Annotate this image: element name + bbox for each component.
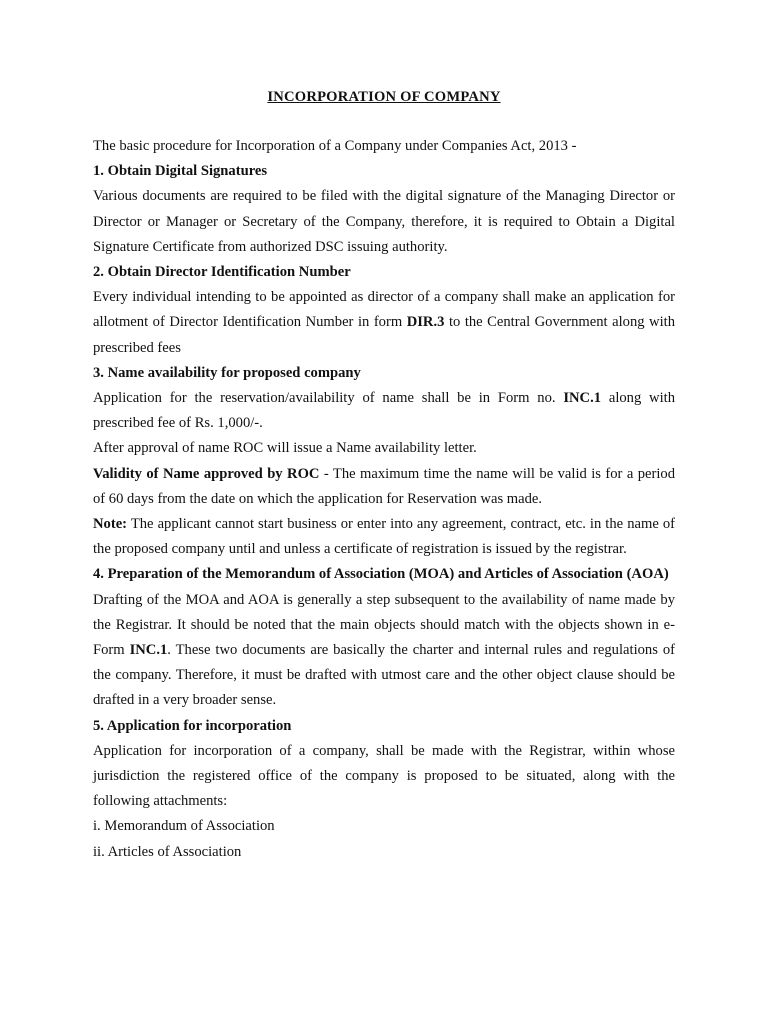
section-3-paragraph-3 bbox=[93, 462, 675, 512]
note-text: The applicant cannot start business or enter into any agreement, contract, etc. in the name of the proposed company until and unless a certificate of registration is issued by the registrar. bbox=[93, 516, 675, 558]
validity-text: - The maximum time the name will be valid is for a period of 60 days from the date on which the application for Reservation was made. bbox=[93, 465, 676, 507]
section-2-body-text-end: to the Central Government along with prescribed fees bbox=[93, 314, 676, 356]
section-4-body-text: Drafting of the MOA and AOA is generally a step subsequent to the availability of name made by the Registrar. It should be noted that the main objects should match with the objects shown in e-Form bbox=[93, 591, 675, 659]
validity-label: Validity of Name approved by ROC bbox=[93, 465, 320, 482]
section-3-paragraph-4 bbox=[93, 512, 675, 562]
form-inc1-ref: INC.1 bbox=[563, 390, 602, 407]
section-1-heading: 1. Obtain Digital Signatures bbox=[93, 163, 268, 180]
section-3-paragraph-1 bbox=[93, 386, 675, 436]
section-3-paragraph-2: After approval of name ROC will issue a Name availability letter. bbox=[93, 440, 477, 457]
section-5-heading: 5. Application for incorporation bbox=[93, 717, 292, 734]
section-1-body: Various documents are required to be filed with the digital signature of the Managing Director or Director or Manager or Secretary of the Company, therefore, it is required to Obtain a Digital Signature Certificate from authorized DSC issuing authority. bbox=[93, 188, 675, 255]
section-4-body bbox=[93, 588, 675, 714]
document-body bbox=[93, 134, 675, 865]
section-5-body: Application for incorporation of a company, shall be made with the Registrar, within whose jurisdiction the registered office of the company is proposed to be situated, along with the following attachments: bbox=[93, 742, 675, 810]
section-3-heading: 3. Name availability for proposed company bbox=[93, 364, 361, 381]
form-dir3-ref: DIR.3 bbox=[406, 314, 445, 331]
document-title: INCORPORATION OF COMPANY bbox=[267, 89, 501, 105]
eform-inc1-ref: INC.1 bbox=[129, 642, 168, 659]
attachment-item: ii. Articles of Association bbox=[93, 843, 242, 860]
section-2-body bbox=[93, 285, 675, 361]
section-2-body-text: Every individual intending to be appointed as director of a company shall make an application for allotment of Director Identification Number in form bbox=[93, 289, 675, 331]
section-3-p1-text: Application for the reservation/availability of name shall be in Form no. bbox=[93, 390, 564, 407]
attachment-item: i. Memorandum of Association bbox=[93, 818, 275, 835]
intro-paragraph: The basic procedure for Incorporation of a Company under Companies Act, 2013 - bbox=[93, 138, 577, 154]
note-label: Note: bbox=[93, 516, 128, 533]
section-2-heading: 2. Obtain Director Identification Number bbox=[93, 264, 351, 281]
section-4-heading: 4. Preparation of the Memorandum of Association (MOA) and Articles of Association (AOA) bbox=[93, 566, 669, 583]
section-4-body-text-end: . These two documents are basically the charter and internal rules and regulations of the company. Therefore, it must be drafted with utmost care and the other object clause should be drafted in a very broader sense. bbox=[93, 642, 675, 709]
section-3-p1-text-end: along with prescribed fee of Rs. 1,000/-. bbox=[93, 390, 676, 432]
